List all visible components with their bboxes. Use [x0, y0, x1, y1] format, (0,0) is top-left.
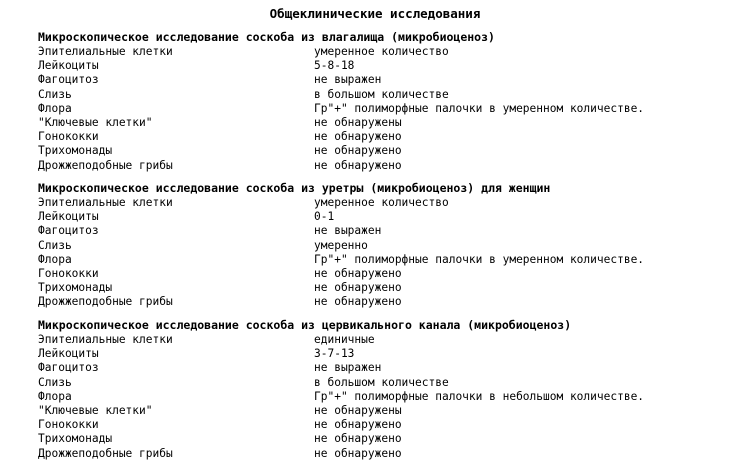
result-value: в большом количестве [314, 375, 449, 389]
result-label: Гонококки [38, 418, 99, 432]
result-label: Трихомонады [38, 281, 113, 295]
result-row [38, 376, 738, 390]
results-list [38, 333, 738, 461]
result-value: не обнаружено [314, 446, 402, 460]
results-list [38, 45, 738, 173]
result-row [38, 45, 738, 59]
result-row [38, 267, 738, 281]
result-row [38, 130, 738, 144]
report-title: Общеклинические исследования [269, 6, 481, 21]
section-title: Микроскопическое исследование соскоба из влагалища (микробиоценоз) [38, 30, 495, 44]
result-label: Фагоцитоз [38, 224, 99, 238]
result-label: Фагоцитоз [38, 73, 99, 87]
result-value: не обнаружено [314, 281, 402, 295]
result-value: 0-1 [314, 210, 335, 224]
result-value: не выражен [314, 73, 382, 87]
result-row [38, 253, 738, 267]
result-label: Дрожжеподобные грибы [38, 446, 173, 460]
result-row [38, 361, 738, 375]
section-title: Микроскопическое исследование соскоба из цервикального канала (микробиоценоз) [38, 318, 572, 332]
result-row [38, 59, 738, 73]
result-row [38, 144, 738, 158]
result-label: Флора [38, 252, 72, 266]
result-label: Трихомонады [38, 144, 113, 158]
result-label: Трихомонады [38, 432, 113, 446]
results-list [38, 196, 738, 310]
result-value: не обнаружено [314, 295, 402, 309]
result-row [38, 432, 738, 446]
result-row [38, 210, 738, 224]
result-row [38, 159, 738, 173]
result-label: Гонококки [38, 130, 99, 144]
result-value: не обнаружено [314, 432, 402, 446]
result-value: Гр"+" полиморфные палочки в небольшом количестве. [314, 389, 645, 403]
result-label: Слизь [38, 238, 72, 252]
result-value: не обнаружено [314, 144, 402, 158]
result-row [38, 390, 738, 404]
result-value: не обнаружено [314, 266, 402, 280]
result-label: Фагоцитоз [38, 361, 99, 375]
section-urethral-smear [38, 181, 738, 310]
result-label: "Ключевые клетки" [38, 115, 153, 129]
result-value: не обнаружены [314, 403, 402, 417]
result-value: умеренное количество [314, 45, 449, 58]
result-label: Лейкоциты [38, 59, 99, 73]
result-label: Эпителиальные клетки [38, 45, 173, 58]
result-value: не выражен [314, 224, 382, 238]
result-row [38, 295, 738, 309]
result-row [38, 347, 738, 361]
result-value: в большом количестве [314, 87, 449, 101]
result-row [38, 333, 738, 347]
result-row [38, 102, 738, 116]
result-row [38, 418, 738, 432]
result-label: Дрожжеподобные грибы [38, 158, 173, 172]
result-value: Гр"+" полиморфные палочки в умеренном количестве. [314, 101, 645, 115]
result-label: Лейкоциты [38, 210, 99, 224]
result-value: не обнаружено [314, 158, 402, 172]
section-vaginal-smear [38, 30, 738, 173]
result-value: Гр"+" полиморфные палочки в умеренном количестве. [314, 252, 645, 266]
result-row [38, 88, 738, 102]
result-row [38, 281, 738, 295]
result-value: не обнаружены [314, 115, 402, 129]
section-cervical-smear [38, 318, 738, 461]
result-label: Эпителиальные клетки [38, 333, 173, 346]
result-label: "Ключевые клетки" [38, 403, 153, 417]
result-value: единичные [314, 333, 375, 346]
result-row [38, 404, 738, 418]
result-row [38, 116, 738, 130]
result-label: Слизь [38, 375, 72, 389]
result-label: Флора [38, 389, 72, 403]
section-title: Микроскопическое исследование соскоба из уретры (микробиоценоз) для женщин [38, 181, 551, 195]
result-row [38, 73, 738, 87]
result-label: Лейкоциты [38, 347, 99, 361]
result-value: не обнаружено [314, 418, 402, 432]
result-label: Слизь [38, 87, 72, 101]
result-row [38, 224, 738, 238]
result-label: Эпителиальные клетки [38, 196, 173, 209]
result-row [38, 447, 738, 461]
result-value: не обнаружено [314, 130, 402, 144]
result-row [38, 196, 738, 210]
result-value: умеренное количество [314, 196, 449, 209]
result-value: 3-7-13 [314, 347, 355, 361]
result-value: не выражен [314, 361, 382, 375]
result-value: 5-8-18 [314, 59, 355, 73]
result-row [38, 239, 738, 253]
result-value: умеренно [314, 238, 368, 252]
result-label: Гонококки [38, 266, 99, 280]
result-label: Флора [38, 101, 72, 115]
result-label: Дрожжеподобные грибы [38, 295, 173, 309]
